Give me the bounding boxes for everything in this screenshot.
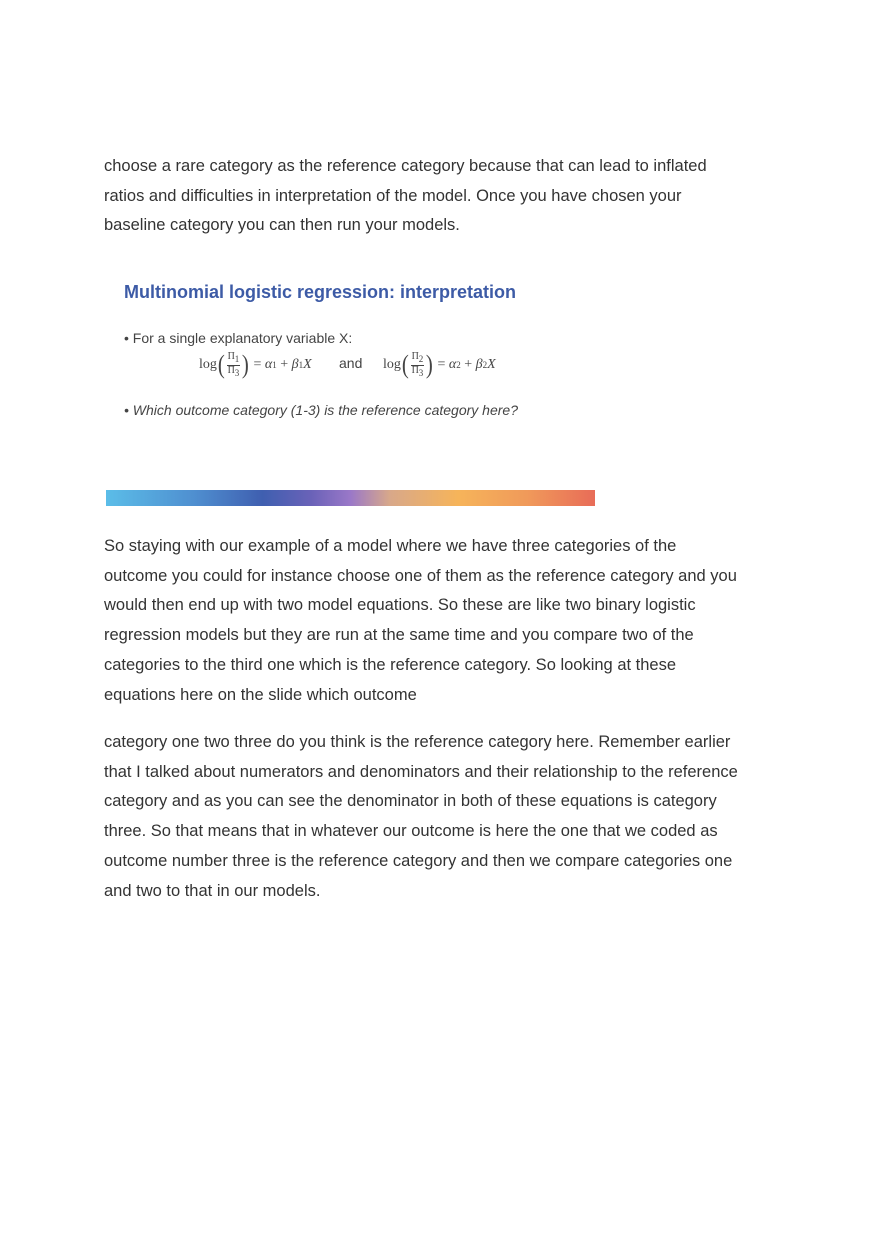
slide-image [106, 262, 594, 506]
text-line: outcome you could for instance choose one of them as the reference category and you [104, 566, 737, 585]
equation-and-label: and [339, 355, 363, 371]
text-line: ratios and difficulties in interpretation of the model. Once you have chosen your [104, 186, 682, 205]
fraction: $\frac{\Pi 2}{\Pi 3}$ [411, 351, 424, 378]
text-line: category one two three do you think is the reference category here. Remember earlier [104, 733, 731, 751]
text-line: equations here on the slide which outcome [104, 685, 417, 704]
text-line: that I talked about numerators and denominators and their relationship to the reference [104, 762, 738, 781]
paragraph-conclusion [104, 728, 784, 906]
text-line: category and as you can see the denominator in both of these equations is category [104, 792, 717, 811]
text-line: baseline category you can then run your models. [104, 216, 460, 235]
text-line: and two to that in our models. [104, 881, 321, 900]
slide-bullet-question: • Which outcome category (1-3) is the reference category here? [124, 402, 518, 418]
log-label: log [199, 357, 217, 372]
text-line: would then end up with two model equations. So these are like two binary logistic [104, 596, 696, 615]
text-line: categories to the third one which is the reference category. So looking at these [104, 655, 677, 674]
equation-1: log ( $\frac{\Pi 1}{\Pi 3}$ ) = α 1 + β 1 X [199, 350, 312, 379]
fraction: $\frac{\Pi 1}{\Pi 3}$ [227, 351, 240, 378]
text-line: three. So that means that in whatever our outcome is here the one that we coded as [104, 822, 718, 841]
slide-title: Multinomial logistic regression: interpretation [124, 282, 517, 302]
paragraph-example [104, 532, 784, 710]
paragraph-intro [104, 152, 784, 241]
equation-2: log ( $\frac{\Pi 2}{\Pi 3}$ ) = α 2 + β 2 X [383, 350, 496, 379]
text-line: regression models but they are run at the same time and you compare two of the [104, 626, 694, 645]
text-line: So staying with our example of a model where we have three categories of the [104, 537, 677, 555]
text-line: choose a rare category as the reference category because that can lead to inflated [104, 157, 707, 175]
log-label: log [383, 357, 401, 372]
slide-gradient-bar [106, 490, 595, 506]
slide-bullet-explanatory: • For a single explanatory variable X: [124, 330, 353, 346]
text-line: outcome number three is the reference category and then we compare categories one [104, 851, 733, 870]
